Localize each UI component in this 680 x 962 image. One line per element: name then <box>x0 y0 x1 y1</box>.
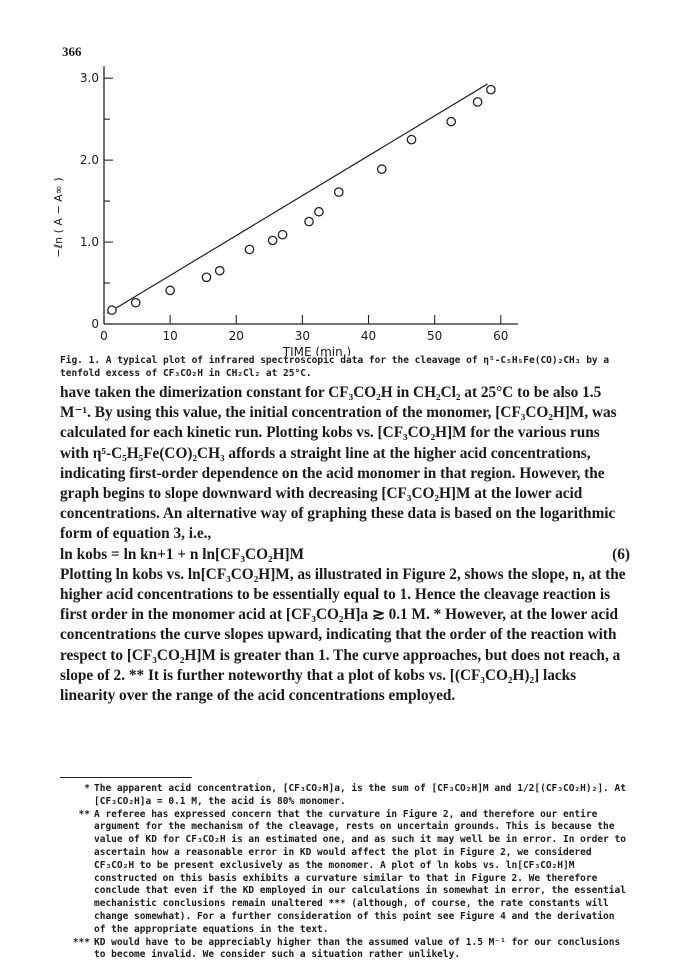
footnote-mark: *** <box>72 936 90 948</box>
data-point <box>447 117 455 125</box>
caption-text: A typical plot of infrared spectroscopic data for the cleavage of η⁵-C₅H₅Fe(CO)₂CH₃ by a tenfold excess of CF₃CO₂H in CH₂Cl₂ at 25°C. <box>60 355 610 379</box>
footnote-text: A referee has expressed concern that the curvature in Figure 2, and therefore our entire argument for the mechanism of the cleavage, rests on uncertain grounds. This is because the value of KD for CF₃CO₂H is an estimated one, and as such it may well be in error. In order to ascertain how a reasonable error in KD would affect the plot in Figure 2, we considered CF₃CO₂H to be present exclusively as the monomer. A plot of ln kobs vs. ln[CF₃CO₂H]M constructed on this basis exhibits a curvature similar to that in Figure 2. We therefore conclude that even if the KD employed in our calculations in somewhat in error, the essential mechanistic conclusions remain unaltered *** (although, of course, the rate constants will change somewhat). For a further consideration of this point see Figure 4 and the derivation of the appropriate equations in the text. <box>94 808 626 935</box>
data-point <box>487 85 495 93</box>
footnote-text: The apparent acid concentration, [CF₃CO₂H]a, is the sum of [CF₃CO₂H]M and 1/2[(CF₃CO₂H)₂]. At [CF₃CO₂H]a = 0.1 M, the acid is 80% monomer. <box>94 783 626 807</box>
x-tick-label: 20 <box>228 329 244 343</box>
data-point <box>245 245 253 253</box>
y-tick-label: 2.0 <box>79 153 99 168</box>
equation-number: (6) <box>612 545 630 563</box>
y-axis-label: −ℓn ( A − A∞ ) <box>52 177 65 258</box>
data-point <box>202 273 210 281</box>
x-tick-label: 60 <box>493 329 509 343</box>
data-point <box>315 208 323 216</box>
footnote-mark: * <box>84 783 90 794</box>
equation-text: ln kobs = ln kn+1 + n ln[CF₃CO₂H]M <box>60 545 305 563</box>
footnote-text: KD would have to be appreciably higher than the assumed value of 1.5 M⁻¹ for our conclusions to become invalid. We consider such a situation rather unlikely. <box>94 936 621 961</box>
fit-line <box>107 84 487 313</box>
footnote <box>62 937 630 962</box>
data-point <box>278 230 286 238</box>
footnote <box>62 783 630 809</box>
x-tick-label: 30 <box>294 329 311 343</box>
footnote <box>62 809 630 937</box>
data-point <box>378 165 386 173</box>
equation-6 <box>60 545 630 565</box>
footnote-mark: ** <box>78 808 90 820</box>
footnote-rule <box>60 777 192 778</box>
paragraph-1: have taken the dimerization constant for CF₃CO₂H in CH₂Cl₂ at 25°C to be also 1.5 M⁻¹. By using this value, the initial concentration of the monomer, [CF₃CO₂H]M, was calculated for each kinetic run. Plotting kobs vs. [CF₃CO₂H]M for the various runs with η⁵-C₅H₅Fe(CO)₂CH₃ affords a straight line at the higher acid concentrations, indicating first-order dependence on the acid monomer in that region. However, the graph begins to slope downward with decreasing [CF₃CO₂H]M at the lower acid concentrations. An alternative way of graphing these data is based on the logarithmic form of equation 3, i.e., <box>60 384 617 543</box>
data-point <box>335 188 343 196</box>
x-tick-label: 10 <box>162 329 178 343</box>
x-tick-label: 40 <box>360 329 377 343</box>
data-point <box>108 306 116 314</box>
y-tick-label: 3.0 <box>79 71 99 86</box>
data-point <box>166 286 174 294</box>
data-point <box>216 267 224 275</box>
data-point <box>473 98 481 106</box>
x-tick-label: 50 <box>427 329 443 343</box>
y-tick-label: 1.0 <box>79 235 99 250</box>
x-axis-label: TIME (min.) <box>282 345 352 356</box>
data-point <box>407 135 415 143</box>
data-point <box>268 236 276 244</box>
page-number: 366 <box>62 44 82 59</box>
y-tick-label: 0 <box>91 317 99 331</box>
figure-caption <box>60 354 630 380</box>
caption-label: Fig. 1. <box>60 355 101 366</box>
x-tick-label: 0 <box>100 329 108 343</box>
footnotes <box>62 783 630 962</box>
body-text <box>60 383 630 706</box>
data-point <box>132 298 140 306</box>
figure-1-chart <box>40 56 540 356</box>
data-point <box>305 217 313 225</box>
paragraph-2: Plotting ln kobs vs. ln[CF₃CO₂H]M, as illustrated in Figure 2, shows the slope, n, at the higher acid concentrations to be essentially equal to 1. Hence the cleavage reaction is first order in the monomer acid at [CF₃CO₂H]a ≳ 0.1 M. * However, at the lower acid concentrations the curve slopes upward, indicating that the order of the reaction with respect to [CF₃CO₂H]M is greater than 1. The curve approaches, but does not reach, a slope of 2. ** It is further noteworthy that a plot of kobs vs. [(CF₃CO₂H)₂] lacks linearity over the range of the acid concentrations employed. <box>60 565 626 705</box>
